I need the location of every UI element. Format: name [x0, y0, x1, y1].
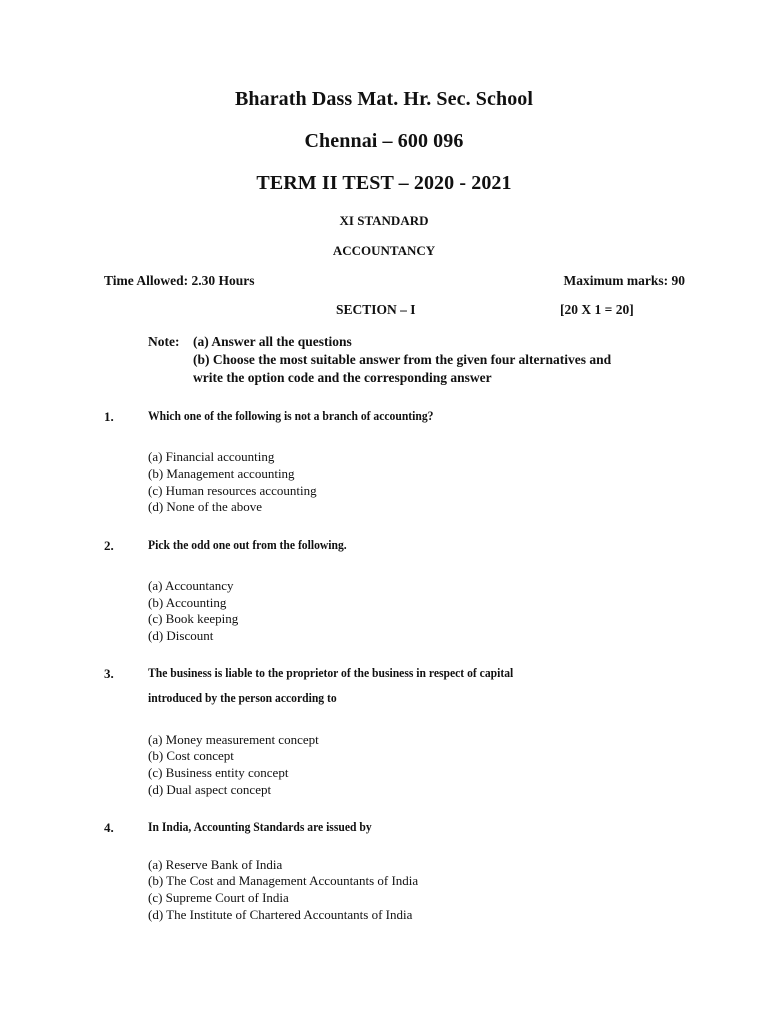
note-b-line2: write the option code and the corresponding answer — [193, 370, 492, 385]
option-c: (c) Supreme Court of India — [148, 890, 289, 905]
question-text: In India, Accounting Standards are issued by — [148, 820, 372, 834]
school-name: Bharath Dass Mat. Hr. Sec. School — [234, 88, 534, 110]
option-c: (c) Human resources accounting — [148, 483, 317, 498]
option-a: (a) Reserve Bank of India — [148, 857, 283, 872]
question-number: 2. — [104, 538, 114, 553]
option-d: (d) Dual aspect concept — [148, 782, 272, 797]
maximum-marks: Maximum marks: 90 — [563, 273, 685, 288]
section-label: SECTION – I — [336, 302, 416, 317]
question-text-continued: introduced by the person according to — [148, 691, 337, 705]
subject-label: ACCOUNTANCY — [332, 243, 436, 258]
section-marks: [20 X 1 = 20] — [560, 302, 634, 317]
question-number: 3. — [104, 666, 114, 681]
option-b: (b) The Cost and Management Accountants of India — [148, 873, 419, 888]
school-city: Chennai – 600 096 — [304, 130, 464, 152]
note-b-line1: (b) Choose the most suitable answer from the given four alternatives and — [193, 352, 612, 367]
option-c: (c) Book keeping — [148, 611, 239, 626]
note-a: (a) Answer all the questions — [193, 334, 352, 349]
option-c: (c) Business entity concept — [148, 765, 289, 780]
time-allowed: Time Allowed: 2.30 Hours — [104, 273, 255, 288]
option-a: (a) Money measurement concept — [148, 732, 319, 747]
note-label: Note: — [148, 334, 180, 349]
option-d: (d) The Institute of Chartered Accountants of India — [148, 907, 413, 922]
option-b: (b) Management accounting — [148, 466, 295, 481]
question-text: The business is liable to the proprietor of the business in respect of capital — [148, 666, 514, 680]
option-d: (d) Discount — [148, 628, 214, 643]
option-a: (a) Accountancy — [148, 578, 234, 593]
option-d: (d) None of the above — [148, 499, 263, 514]
question-text: Pick the odd one out from the following. — [148, 538, 347, 552]
question-text: Which one of the following is not a branch of accounting? — [148, 409, 434, 423]
question-number: 1. — [104, 409, 114, 424]
option-b: (b) Accounting — [148, 595, 227, 610]
option-b: (b) Cost concept — [148, 748, 234, 763]
question-number: 4. — [104, 820, 114, 835]
option-a: (a) Financial accounting — [148, 449, 275, 464]
test-title: TERM II TEST – 2020 - 2021 — [256, 172, 512, 194]
standard-label: XI STANDARD — [339, 213, 429, 228]
